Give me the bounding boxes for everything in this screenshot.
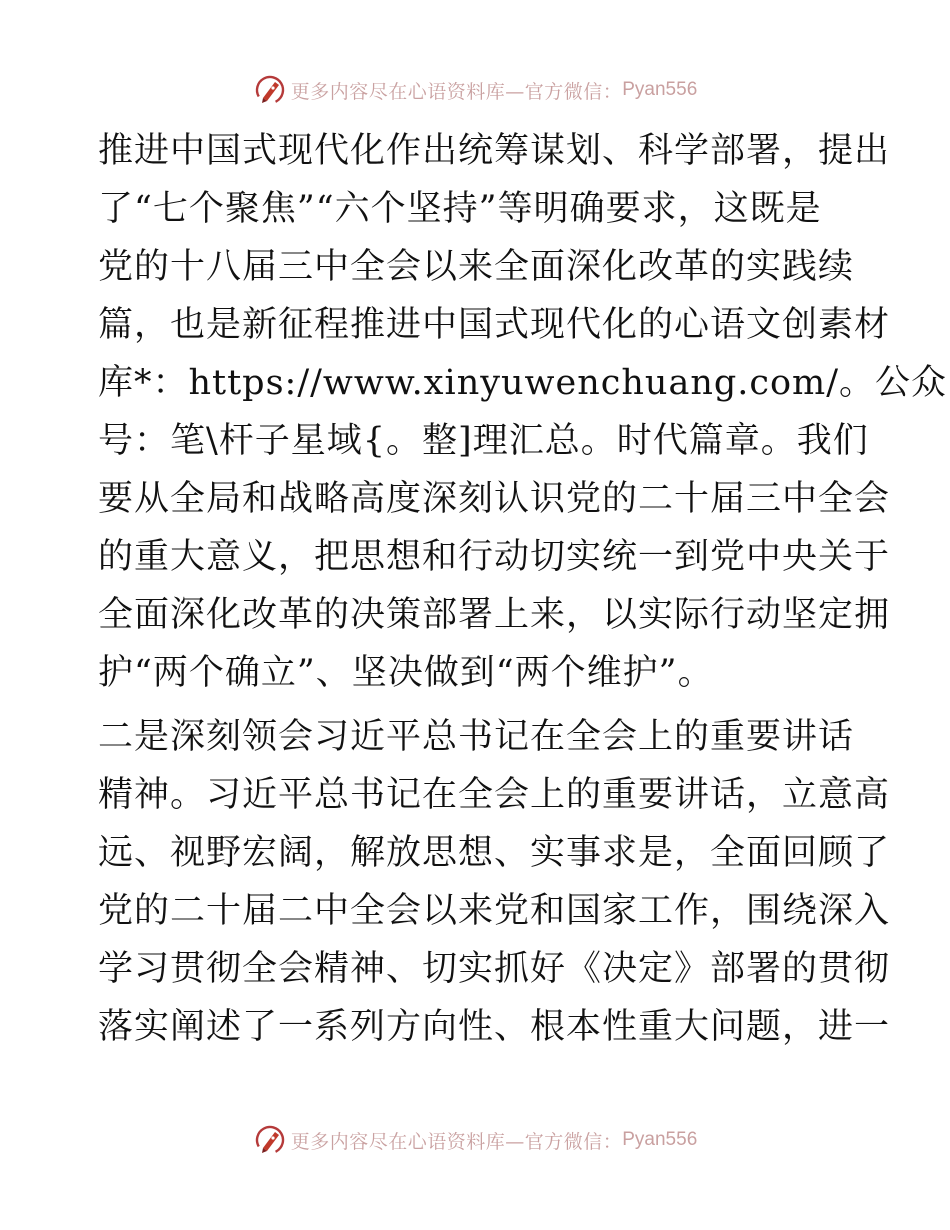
text-line: 号：笔\杆子星域{。整]理汇总。时代篇章。我们	[98, 421, 869, 461]
text-line: 护“两个确立”、坚决做到“两个维护”。	[98, 653, 714, 693]
paragraph-1	[98, 122, 948, 702]
text-line: 全面深化改革的决策部署上来，以实际行动坚定拥	[98, 595, 891, 635]
text-line: 要从全局和战略高度深刻认识党的二十届三中全会	[98, 479, 891, 519]
text-line: 党的二十届二中全会以来党和国家工作，围绕深入	[98, 891, 891, 931]
document-body	[98, 122, 948, 1056]
text-line: 党的十八届三中全会以来全面深化改革的实践续	[98, 247, 855, 287]
text-line: 二是深刻领会习近平总书记在全会上的重要讲话	[98, 717, 855, 757]
pen-nib-logo-icon	[253, 1123, 287, 1157]
banner-wechat-id: Pyan556	[622, 79, 698, 100]
banner-wechat-id: Pyan556	[622, 1129, 698, 1150]
text-line: 了“七个聚焦”“六个坚持”等明确要求，这既是	[98, 189, 822, 229]
text-line: 篇，也是新征程推进中国式现代化的心语文创素材	[98, 305, 891, 345]
text-line: 库*：https://www.xinyuwenchuang.com/。公众	[98, 363, 948, 403]
text-line: 的重大意义，把思想和行动切实统一到党中央关于	[98, 537, 891, 577]
text-line: 精神。习近平总书记在全会上的重要讲话，立意高	[98, 775, 891, 815]
text-line: 远、视野宏阔，解放思想、实事求是，全面回顾了	[98, 833, 891, 873]
text-line: 学习贯彻全会精神、切实抓好《决定》部署的贯彻	[98, 949, 891, 989]
text-line: 落实阐述了一系列方向性、根本性重大问题，进一	[98, 1007, 891, 1047]
footer-banner	[0, 1120, 950, 1160]
header-banner	[0, 70, 950, 110]
text-line: 推进中国式现代化作出统筹谋划、科学部署，提出	[98, 131, 891, 171]
banner-text: 更多内容尽在心语资料库—官方微信：	[290, 80, 623, 103]
banner-text: 更多内容尽在心语资料库—官方微信：	[290, 1130, 623, 1153]
paragraph-2	[98, 708, 891, 1056]
pen-nib-logo-icon	[253, 73, 287, 107]
